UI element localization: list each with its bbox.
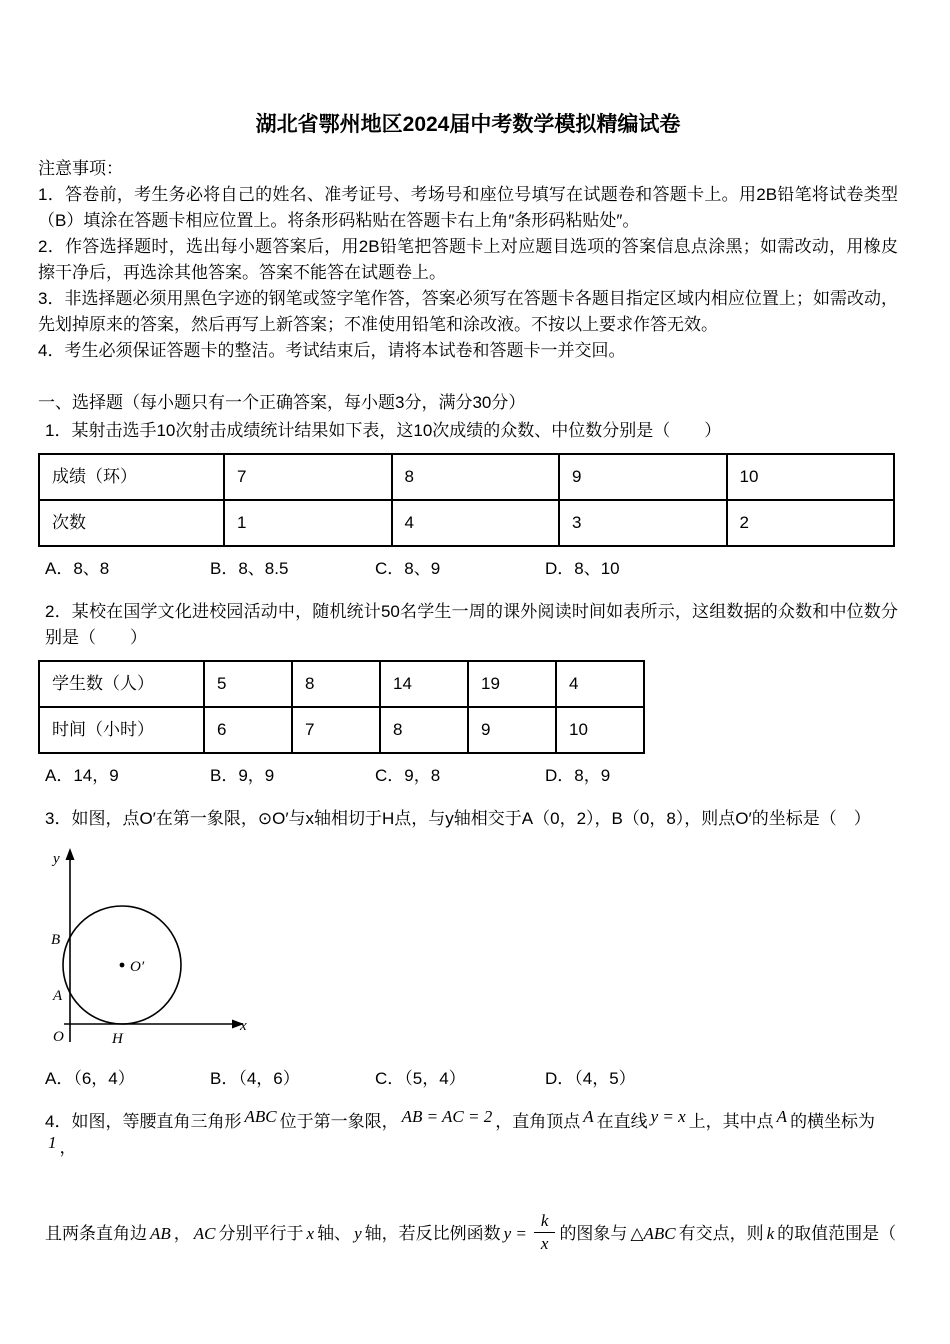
circle-tangent-diagram [38, 846, 253, 1051]
question-1-text: 1．某射击选手10次射击成绩统计结果如下表，这10次成绩的众数、中位数分别是（ ） [45, 421, 722, 440]
table-cell: 10 [556, 707, 644, 753]
q4-text: 位于第一象限， [279, 1112, 399, 1131]
table-cell: 次数 [39, 500, 224, 546]
table-cell: 6 [204, 707, 292, 753]
table-cell: 8 [292, 661, 380, 707]
origin-label: O [53, 1029, 64, 1045]
table-row [39, 500, 894, 546]
q4-text: 上，其中点 [688, 1112, 774, 1131]
q4-fraction [534, 1211, 556, 1254]
q4-math-triangle-abc: △ABC [630, 1223, 676, 1243]
q4-text: 轴、 [317, 1223, 352, 1243]
table-cell: 7 [224, 454, 392, 500]
option-a: A．14，9 [45, 766, 119, 785]
center-point [120, 963, 125, 968]
q4-text: 4．如图，等腰直角三角形 [45, 1112, 242, 1131]
point-a-label: A [53, 988, 63, 1004]
table-cell: 成绩（环） [39, 454, 224, 500]
q4-math-frac-pre: y = [503, 1223, 527, 1243]
center-label: O′ [130, 959, 145, 975]
table-cell: 8 [380, 707, 468, 753]
y-axis-arrow-icon [66, 848, 75, 860]
option-c: C．（5，4） [375, 1069, 466, 1088]
notice-section [38, 156, 898, 364]
q4-math-k: k [766, 1223, 775, 1243]
q4-text: 且两条直角边 [45, 1223, 147, 1243]
q4-text: 在直线 [596, 1112, 648, 1131]
question-4-text-line2 [38, 1213, 898, 1256]
option-c: C．9，8 [375, 766, 441, 785]
option-b: B．8、8.5 [210, 559, 289, 578]
option-d: D．（4，5） [545, 1069, 636, 1088]
question-2-text: 2．某校在国学文化进校园活动中，随机统计50名学生一周的课外阅读时间如表所示，这组数据的众数和中位数分别是（ ） [45, 602, 898, 647]
table-row [39, 707, 644, 753]
q4-math-y-equals-x: y = x [650, 1107, 686, 1126]
x-axis-label: x [240, 1018, 247, 1034]
table-cell: 5 [204, 661, 292, 707]
q4-math-ab-ac: AB = AC = 2 [401, 1107, 493, 1126]
option-b: B．9，9 [210, 766, 275, 785]
option-d: D．8，9 [545, 766, 611, 785]
q4-text: ， [173, 1223, 191, 1243]
q4-text: 的横坐标为 [790, 1112, 876, 1131]
notice-item-2: 2．作答选择题时，选出每小题答案后，用2B铅笔把答题卡上对应题目选项的答案信息点涂黑；如需改动，用橡皮擦干净后，再选涂其他答案。答案不能答在试题卷上。 [38, 237, 898, 282]
q4-text: 的图象与 [559, 1223, 628, 1243]
option-d: D．8、10 [545, 559, 620, 578]
table-row [39, 454, 894, 500]
table-cell: 4 [392, 500, 560, 546]
question-3-text: 3．如图，点O′在第一象限，⊙O′与x轴相切于H点，与y轴相交于A（0，2），B（0，8），则点O′的坐标是（ ） [45, 809, 871, 828]
table-cell: 1 [224, 500, 392, 546]
q4-math-y: y [354, 1223, 362, 1243]
option-b: B．（4，6） [210, 1069, 300, 1088]
q1-score-table [38, 453, 895, 547]
q2-reading-table [38, 660, 645, 754]
table-cell: 9 [559, 454, 727, 500]
q4-math-a: A [776, 1107, 788, 1126]
fraction-denominator: x [540, 1234, 549, 1253]
table-row [39, 661, 644, 707]
table-cell: 9 [468, 707, 556, 753]
q4-text: ，直角顶点 [495, 1112, 581, 1131]
q4-text: 轴，若反比例函数 [364, 1223, 501, 1243]
table-cell: 7 [292, 707, 380, 753]
q4-math-a: A [583, 1107, 594, 1126]
q4-math-ac: AC [193, 1223, 216, 1243]
fraction-numerator: k [534, 1211, 556, 1233]
table-cell: 3 [559, 500, 727, 546]
q2-options [38, 763, 898, 789]
notice-item-3: 3．非选择题必须用黑色字迹的钢笔或签字笔作答，答案必须写在答题卡各题目指定区域内相应位置上；如需改动，先划掉原来的答案，然后再写上新答案；不准使用铅笔和涂改液。不按以上要求作答无效。 [38, 289, 898, 334]
notice-item-4: 4．考生必须保证答题卡的整洁。考试结束后，请将本试卷和答题卡一并交回。 [38, 341, 626, 360]
q4-text: 有交点，则 [678, 1223, 764, 1243]
q4-math-ab: AB [150, 1223, 171, 1243]
q4-text: 分别平行于 [218, 1223, 304, 1243]
q4-text: 的取值范围是（ [777, 1223, 897, 1243]
notice-item-1: 1．答卷前，考生务必将自己的姓名、准考证号、考场号和座位号填写在试题卷和答题卡上。用2B铅笔将试卷类型（B）填涂在答题卡相应位置上。将条形码粘贴在答题卡右上角″条形码粘贴处″。 [38, 185, 898, 230]
table-cell: 学生数（人） [39, 661, 204, 707]
table-cell: 时间（小时） [39, 707, 204, 753]
q4-math-x: x [306, 1223, 315, 1243]
y-axis-label: y [53, 851, 60, 867]
q4-text: ， [59, 1138, 77, 1157]
page-title: 湖北省鄂州地区2024届中考数学模拟精编试卷 [255, 113, 681, 136]
q3-options [38, 1066, 898, 1092]
table-cell: 8 [392, 454, 560, 500]
question-4-text-line1 [38, 1109, 898, 1161]
table-cell: 10 [727, 454, 895, 500]
q4-math-abc: ABC [244, 1107, 277, 1126]
table-cell: 14 [380, 661, 468, 707]
table-cell: 4 [556, 661, 644, 707]
q1-options [38, 556, 898, 582]
notice-heading: 注意事项： [38, 159, 123, 178]
point-h-label: H [112, 1031, 123, 1047]
table-cell: 2 [727, 500, 895, 546]
option-a: A．（6，4） [45, 1069, 135, 1088]
option-c: C．8、9 [375, 559, 441, 578]
point-b-label: B [51, 932, 61, 948]
option-a: A．8、8 [45, 559, 110, 578]
table-cell: 19 [468, 661, 556, 707]
q3-figure [38, 846, 898, 1059]
section-heading: 一、选择题（每小题只有一个正确答案，每小题3分，满分30分） [38, 393, 526, 412]
q4-math-one: 1 [48, 1133, 57, 1152]
